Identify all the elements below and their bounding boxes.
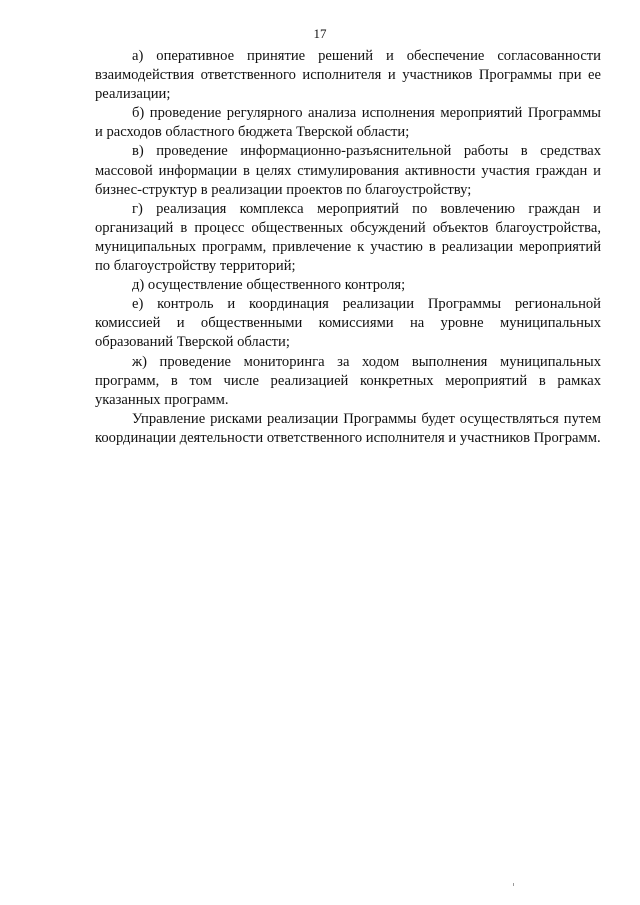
paragraph-risk-management: Управление рисками реализации Программы будет осуществляться путем координации деятельности ответственного исполнителя и участников Программ. — [95, 410, 601, 446]
scan-speck — [513, 883, 514, 886]
body-text — [95, 47, 601, 448]
paragraph-zh: ж) проведение мониторинга за ходом выполнения муниципальных программ, в том числе реализацией конкретных мероприятий в рамках указанных программ. — [95, 353, 601, 408]
paragraph-g: г) реализация комплекса мероприятий по вовлечению граждан и организаций в процесс общественных обсуждений объектов благоустройства, муниципальных программ, привлечение к участию в реализации мероприятий по благоустройству территорий; — [95, 200, 601, 275]
paragraph-d: д) осуществление общественного контроля; — [132, 277, 406, 294]
page-number: 17 — [313, 26, 327, 41]
paragraph-a: а) оперативное принятие решений и обеспечение согласованности взаимодействия ответственного исполнителя и участников Программы при ее реализации; — [95, 48, 601, 103]
paragraph-e: е) контроль и координация реализации Программы региональной комиссией и общественными комиссиями на уровне муниципальных образований Тверской области; — [95, 296, 601, 351]
paragraph-b: б) проведение регулярного анализа исполнения мероприятий Программы и расходов областного бюджета Тверской области; — [95, 105, 601, 141]
paragraph-v: в) проведение информационно-разъяснительной работы в средствах массовой информации в целях стимулирования активности участия граждан и бизнес-структур в реализации проектов по благоустройству; — [95, 143, 601, 198]
